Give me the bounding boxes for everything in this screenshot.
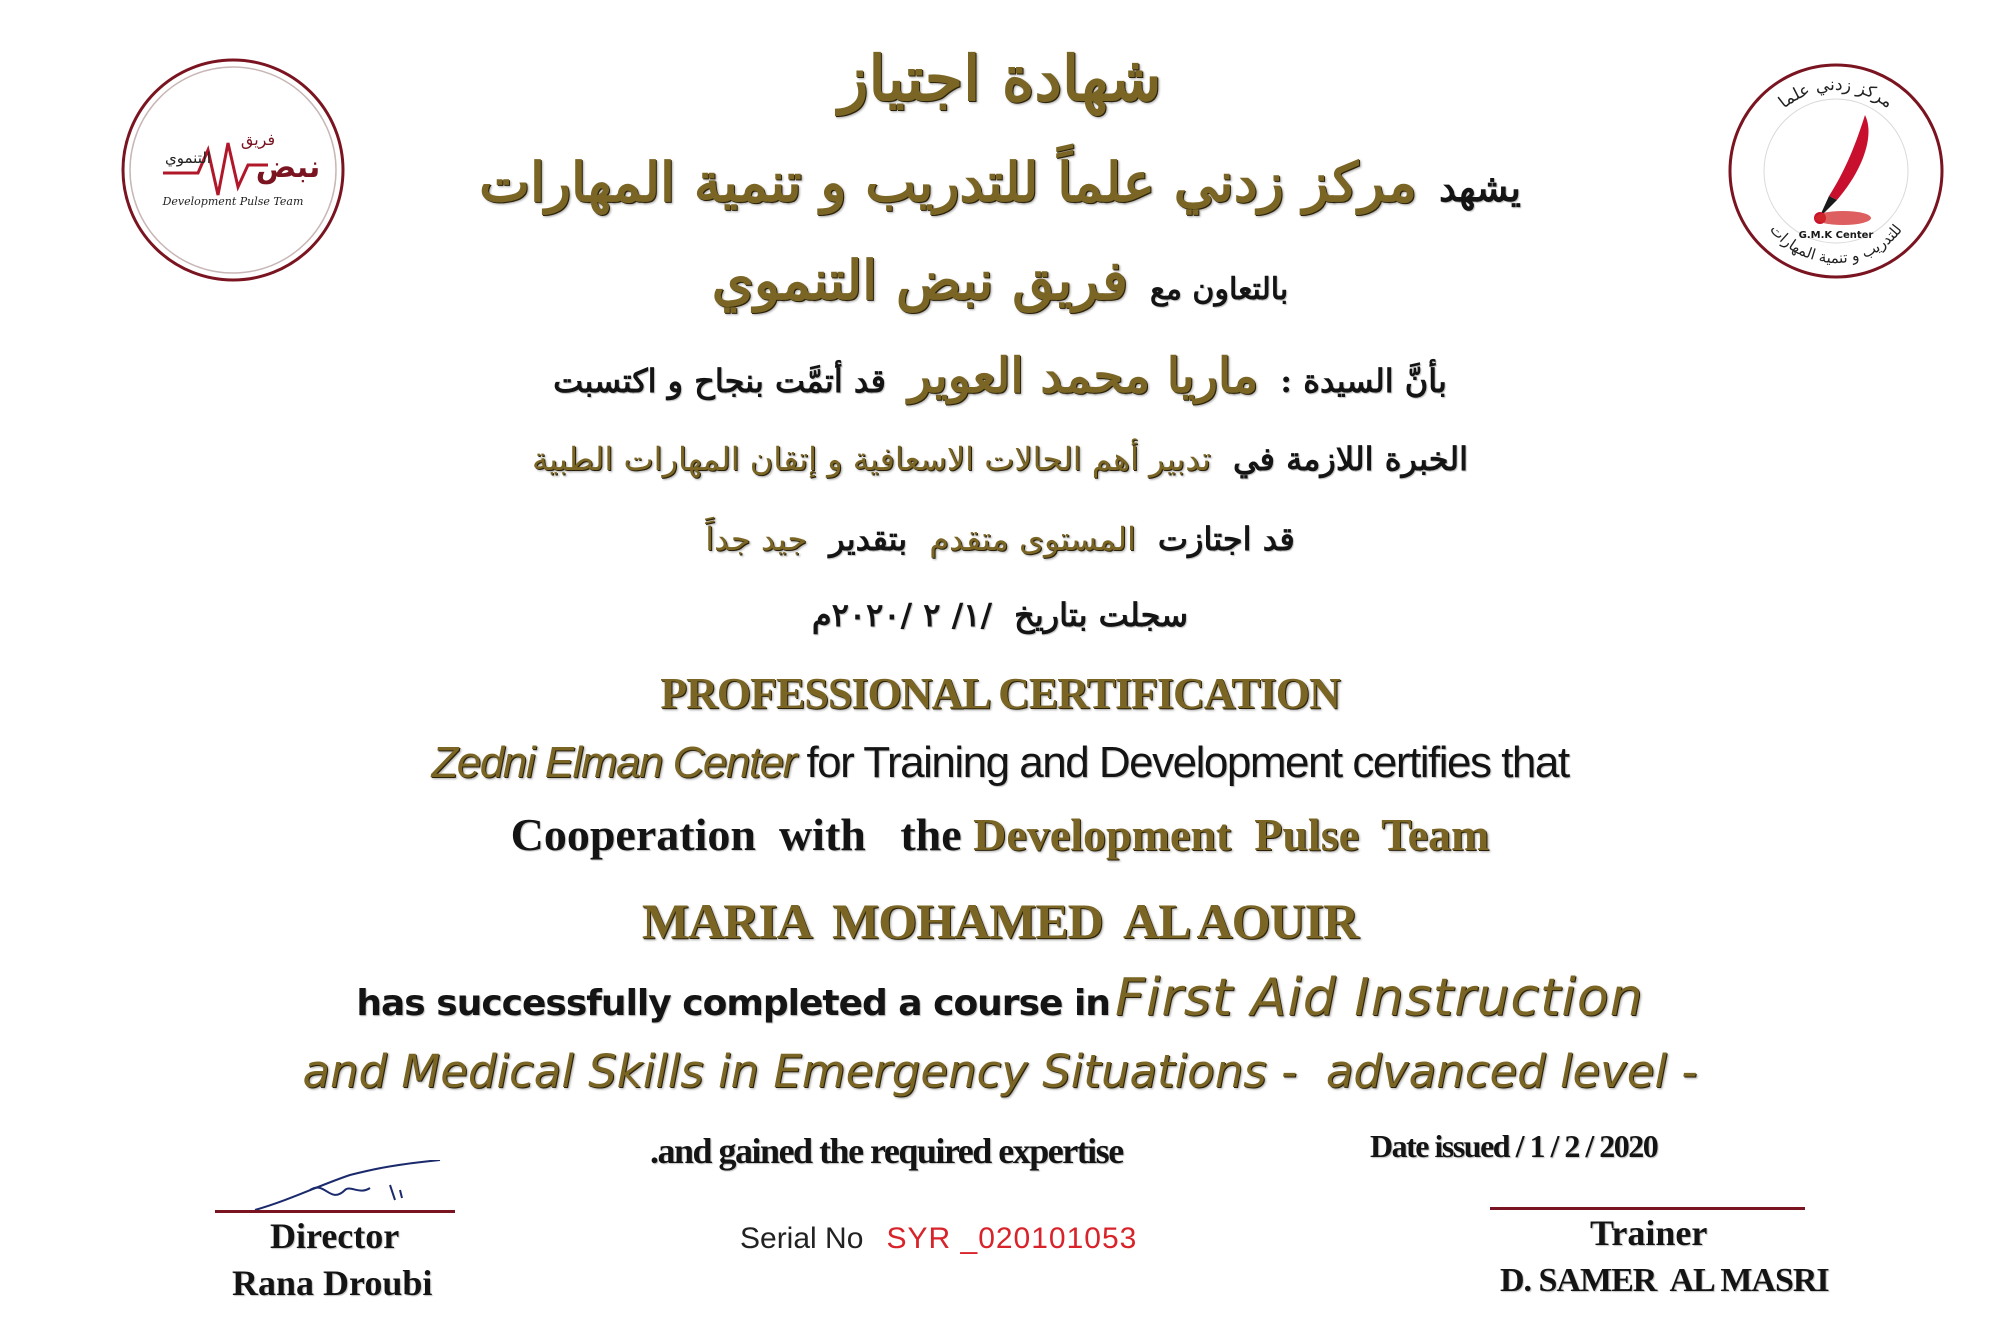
director-name: Rana Droubi <box>232 1263 433 1303</box>
arabic-level-text: المستوى متقدم <box>929 520 1136 558</box>
arabic-experience-line <box>532 440 1468 478</box>
english-course-line2: and Medical Skills in Emergency Situations - advanced level - <box>302 1045 1698 1098</box>
trainer-signature-line <box>1490 1207 1805 1210</box>
english-center-name: Zedni Elman Center <box>431 738 796 787</box>
director-signature-line <box>215 1210 455 1213</box>
english-completed-line <box>356 968 1643 1028</box>
english-cooperation-text: Cooperation with the <box>510 809 962 860</box>
arabic-cooperation-line <box>712 248 1288 312</box>
arabic-certifies-prefix: يشهد <box>1438 165 1521 210</box>
arabic-grade-prefix: بتقدير <box>829 520 908 558</box>
arabic-registered-prefix: سجلت بتاريخ <box>1014 596 1189 634</box>
arabic-certifies-line <box>479 150 1521 214</box>
left-logo-top-text: فريق <box>240 130 276 149</box>
english-cooperation-line <box>511 808 1490 861</box>
arabic-registered-date: /١/ ٢ /٢٠٢٠م <box>811 596 993 634</box>
right-logo-top-text: مركز زدني علما <box>1774 74 1897 113</box>
arabic-cooperation-prefix: بالتعاون مع <box>1149 272 1289 307</box>
arabic-team-name: فريق نبض التنموي <box>711 248 1128 312</box>
english-team-name: Development Pulse Team <box>973 809 1490 860</box>
serial-value: SYR _020101053 <box>886 1222 1138 1255</box>
arabic-name-line <box>553 348 1447 404</box>
trainer-title: Trainer <box>1590 1213 1708 1253</box>
arabic-grade-text: جيد جداً <box>705 520 808 558</box>
english-date-issued: Date issued / 1 / 2 / 2020 <box>1370 1128 1658 1164</box>
left-logo-side-text: التنموي <box>165 149 211 167</box>
trainer-name: D. SAMER AL MASRI <box>1500 1262 1829 1299</box>
right-logo-bottom-text: للتدريب و تنمية المهارات <box>1766 220 1906 268</box>
left-logo-caption: Development Pulse Team <box>162 195 304 208</box>
arabic-person-name: ماريا محمد العوير <box>907 348 1259 404</box>
director-title: Director <box>270 1216 400 1256</box>
arabic-passed-prefix: قد اجتازت <box>1157 520 1295 558</box>
left-logo-main-text: نبض <box>255 150 321 185</box>
arabic-course-text: تدبير أهم الحالات الاسعافية و إتقان المهارات الطبية <box>531 440 1211 478</box>
english-certifies-line <box>431 738 1568 788</box>
serial-label: Serial No <box>740 1222 864 1255</box>
development-pulse-team-logo <box>118 55 348 285</box>
arabic-title: شهادة اجتياز <box>838 42 1162 115</box>
arabic-date-line <box>812 596 1188 634</box>
serial-number-block <box>740 1222 1137 1256</box>
english-course-line1: First Aid Instruction <box>1115 968 1644 1028</box>
arabic-center-name: مركز زدني علماً للتدريب و تنمية المهارات <box>479 150 1417 214</box>
english-expertise-text: .and gained the required expertise <box>650 1131 1123 1171</box>
english-heading: PROFESSIONAL CERTIFICATION <box>660 669 1340 718</box>
arabic-level-line <box>705 520 1295 558</box>
gmk-center-logo <box>1725 60 1947 282</box>
english-person-name: MARIA MOHAMED AL AOUIR <box>641 893 1359 949</box>
arabic-experience-prefix: الخبرة اللازمة في <box>1232 440 1469 478</box>
english-certifies-text: for Training and Development certifies that <box>806 738 1569 787</box>
arabic-completed-text: قد أتمَّت بنجاح و اكتسبت <box>553 362 886 400</box>
english-completed-text: has successfully completed a course in <box>356 983 1110 1024</box>
arabic-lady-prefix: بأنَّ السيدة : <box>1280 362 1447 400</box>
right-logo-badge: G.M.K Center <box>1798 230 1874 241</box>
